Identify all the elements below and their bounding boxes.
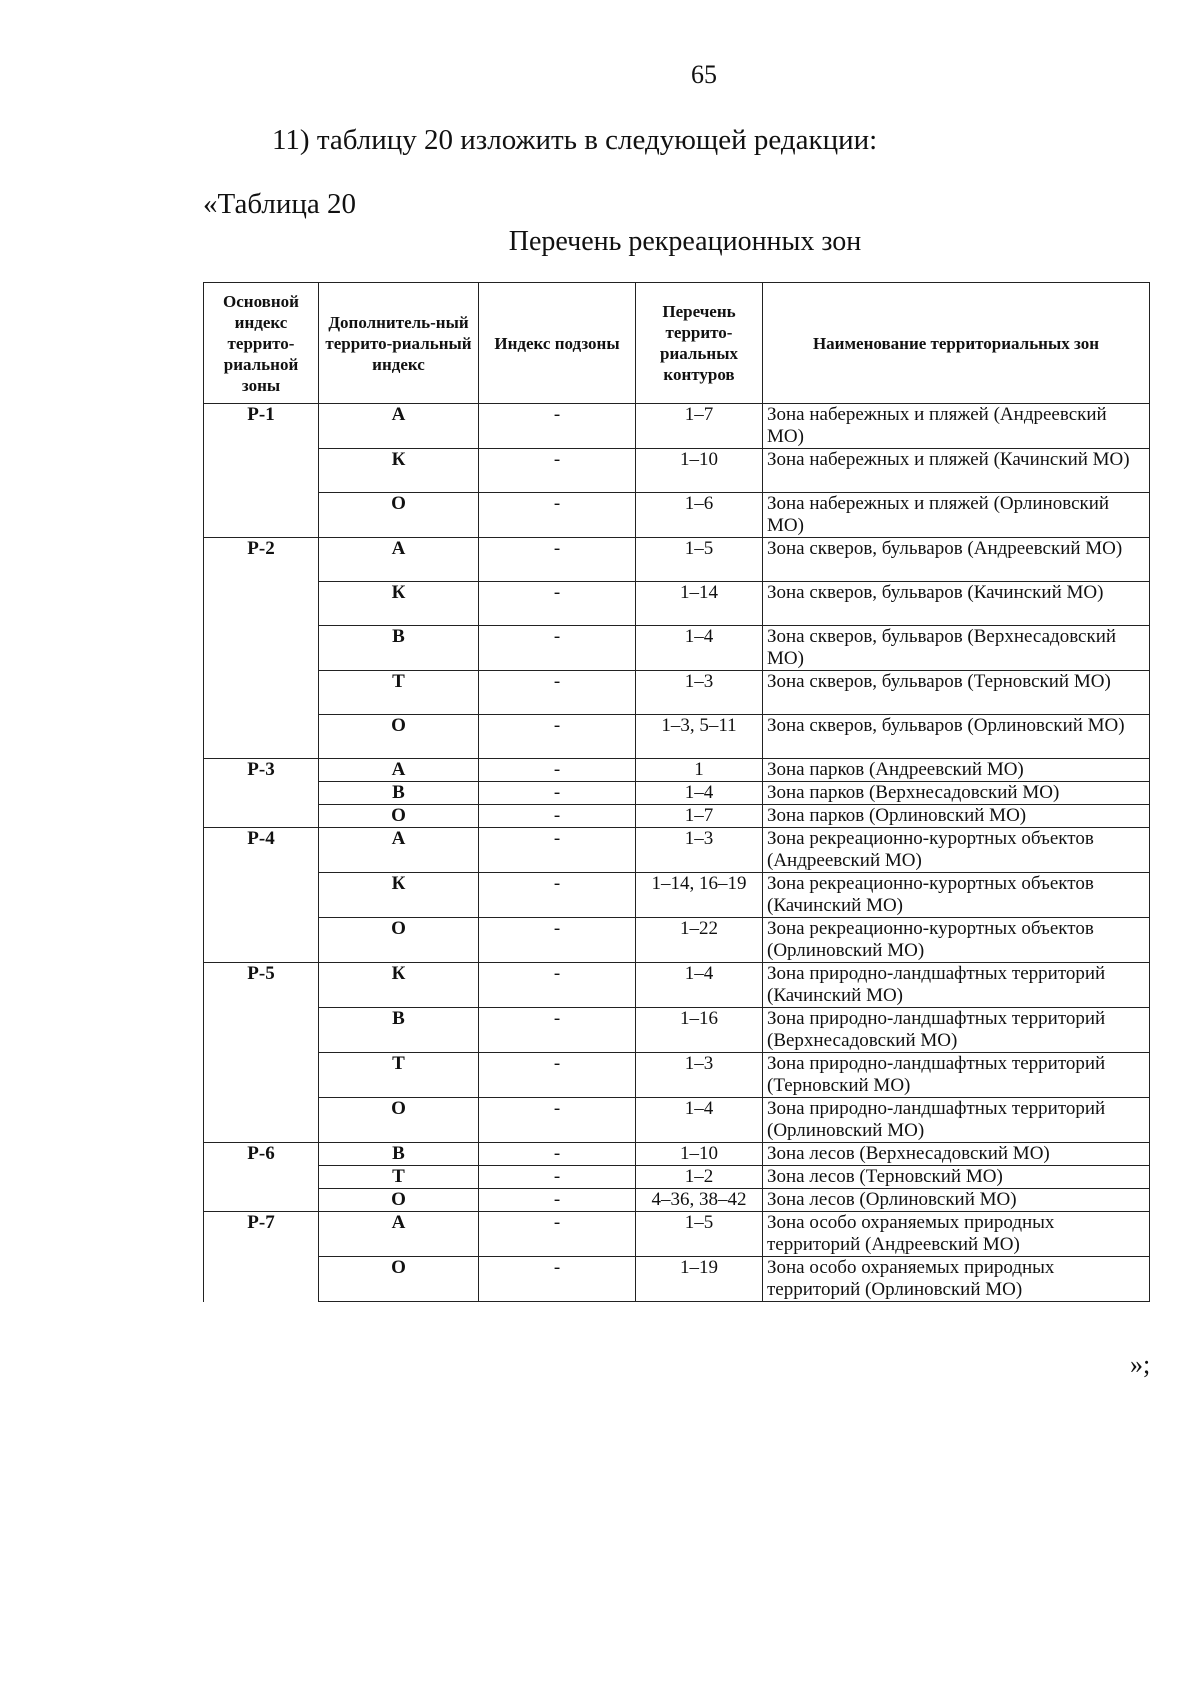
additional-index-cell: О [319,493,479,538]
table-row [204,404,1150,449]
table-row [204,538,1150,582]
table-row [204,671,1150,715]
contours-cell: 1–3 [636,828,763,873]
subzone-index-cell: - [479,1166,636,1189]
additional-index-cell: Т [319,1166,479,1189]
contours-cell: 1–5 [636,538,763,582]
table-row [204,1098,1150,1143]
subzone-index-cell: - [479,582,636,626]
contours-cell: 1–10 [636,449,763,493]
main-index-cell: Р-2 [204,538,319,582]
contours-cell: 1–5 [636,1212,763,1257]
additional-index-cell: В [319,626,479,671]
contours-cell: 4–36, 38–42 [636,1189,763,1212]
main-index-cell [204,1053,319,1098]
main-index-cell [204,671,319,715]
zone-name-cell: Зона набережных и пляжей (Качинский МО) [763,449,1150,493]
table-row [204,582,1150,626]
additional-index-cell: В [319,1008,479,1053]
contours-cell: 1–16 [636,1008,763,1053]
table-body [204,404,1150,1302]
main-index-cell: Р-4 [204,828,319,873]
contours-cell: 1–4 [636,963,763,1008]
additional-index-cell: Т [319,1053,479,1098]
header-main-index: Основной индекс террито-риальной зоны [204,283,319,404]
main-index-cell: Р-6 [204,1143,319,1166]
zone-name-cell: Зона набережных и пляжей (Андреевский МО) [763,404,1150,449]
zone-name-cell: Зона особо охраняемых природных территорий (Андреевский МО) [763,1212,1150,1257]
main-index-cell [204,1098,319,1143]
table-row [204,1189,1150,1212]
additional-index-cell: О [319,715,479,759]
zone-name-cell: Зона набережных и пляжей (Орлиновский МО) [763,493,1150,538]
additional-index-cell: О [319,1189,479,1212]
table-row [204,805,1150,828]
contours-cell: 1 [636,759,763,782]
page-number: 65 [691,60,717,89]
contours-cell: 1–4 [636,626,763,671]
main-index-cell [204,1257,319,1302]
table-row [204,1143,1150,1166]
table-row [204,963,1150,1008]
main-index-cell [204,582,319,626]
recreation-zones-table [203,282,1150,1302]
table-row [204,1166,1150,1189]
contours-cell: 1–4 [636,782,763,805]
main-index-cell: Р-1 [204,404,319,449]
additional-index-cell: А [319,1212,479,1257]
subzone-index-cell: - [479,759,636,782]
header-additional-index: Дополнитель-ный террито-риальный индекс [319,283,479,404]
zone-name-cell: Зона скверов, бульваров (Верхнесадовский МО) [763,626,1150,671]
table-row [204,1053,1150,1098]
zone-name-cell: Зона особо охраняемых природных территорий (Орлиновский МО) [763,1257,1150,1302]
subzone-index-cell: - [479,963,636,1008]
subzone-index-cell: - [479,918,636,963]
main-index-cell [204,1166,319,1189]
amendment-line: 11) таблицу 20 изложить в следующей редакции: [272,124,878,156]
contours-cell: 1–6 [636,493,763,538]
additional-index-cell: О [319,805,479,828]
zone-name-cell: Зона скверов, бульваров (Андреевский МО) [763,538,1150,582]
additional-index-cell: К [319,582,479,626]
main-index-cell: Р-5 [204,963,319,1008]
contours-cell: 1–22 [636,918,763,963]
main-index-cell: Р-3 [204,759,319,782]
contours-cell: 1–3 [636,671,763,715]
contours-cell: 1–3 [636,1053,763,1098]
subzone-index-cell: - [479,626,636,671]
subzone-index-cell: - [479,1053,636,1098]
closing-quote-mark: »; [1130,1350,1151,1379]
zone-name-cell: Зона природно-ландшафтных территорий (Верхнесадовский МО) [763,1008,1150,1053]
main-index-cell [204,918,319,963]
contours-cell: 1–4 [636,1098,763,1143]
additional-index-cell: В [319,1143,479,1166]
additional-index-cell: А [319,828,479,873]
additional-index-cell: А [319,759,479,782]
main-index-cell [204,626,319,671]
main-index-cell [204,1008,319,1053]
contours-cell: 1–19 [636,1257,763,1302]
subzone-index-cell: - [479,828,636,873]
subzone-index-cell: - [479,538,636,582]
zone-name-cell: Зона парков (Орлиновский МО) [763,805,1150,828]
table-row [204,873,1150,918]
zone-name-cell: Зона природно-ландшафтных территорий (Терновский МО) [763,1053,1150,1098]
header-contours: Перечень террито-риальных контуров [636,283,763,404]
subzone-index-cell: - [479,1143,636,1166]
zone-name-cell: Зона лесов (Орлиновский МО) [763,1189,1150,1212]
table-row [204,828,1150,873]
table-row [204,493,1150,538]
main-index-cell: Р-7 [204,1212,319,1257]
main-index-cell [204,449,319,493]
contours-cell: 1–7 [636,404,763,449]
table-caption: «Таблица 20 [203,188,357,220]
additional-index-cell: А [319,538,479,582]
subzone-index-cell: - [479,449,636,493]
additional-index-cell: О [319,918,479,963]
main-index-cell [204,782,319,805]
main-index-cell [204,1189,319,1212]
table-row [204,1212,1150,1257]
contours-cell: 1–2 [636,1166,763,1189]
table-header-row [204,283,1150,404]
subzone-index-cell: - [479,493,636,538]
additional-index-cell: В [319,782,479,805]
zone-name-cell: Зона рекреационно-курортных объектов (Качинский МО) [763,873,1150,918]
zone-name-cell: Зона скверов, бульваров (Орлиновский МО) [763,715,1150,759]
zone-name-cell: Зона скверов, бульваров (Терновский МО) [763,671,1150,715]
subzone-index-cell: - [479,782,636,805]
contours-cell: 1–7 [636,805,763,828]
table-row [204,759,1150,782]
subzone-index-cell: - [479,1189,636,1212]
additional-index-cell: О [319,1257,479,1302]
subzone-index-cell: - [479,715,636,759]
additional-index-cell: А [319,404,479,449]
zone-name-cell: Зона рекреационно-курортных объектов (Орлиновский МО) [763,918,1150,963]
table-title: Перечень рекреационных зон [508,226,862,257]
zone-name-cell: Зона скверов, бульваров (Качинский МО) [763,582,1150,626]
main-index-cell [204,493,319,538]
subzone-index-cell: - [479,671,636,715]
subzone-index-cell: - [479,1098,636,1143]
zone-name-cell: Зона рекреационно-курортных объектов (Андреевский МО) [763,828,1150,873]
contours-cell: 1–3, 5–11 [636,715,763,759]
subzone-index-cell: - [479,1212,636,1257]
additional-index-cell: К [319,449,479,493]
zone-name-cell: Зона лесов (Терновский МО) [763,1166,1150,1189]
table-row [204,918,1150,963]
table-row [204,449,1150,493]
header-subzone-index: Индекс подзоны [479,283,636,404]
contours-cell: 1–14 [636,582,763,626]
subzone-index-cell: - [479,1257,636,1302]
table-row [204,626,1150,671]
zone-name-cell: Зона парков (Андреевский МО) [763,759,1150,782]
table-row [204,1008,1150,1053]
zone-name-cell: Зона парков (Верхнесадовский МО) [763,782,1150,805]
table-row [204,715,1150,759]
zone-name-cell: Зона лесов (Верхнесадовский МО) [763,1143,1150,1166]
main-index-cell [204,805,319,828]
contours-cell: 1–10 [636,1143,763,1166]
main-index-cell [204,715,319,759]
additional-index-cell: О [319,1098,479,1143]
additional-index-cell: К [319,963,479,1008]
additional-index-cell: Т [319,671,479,715]
main-index-cell [204,873,319,918]
table-row [204,782,1150,805]
subzone-index-cell: - [479,873,636,918]
subzone-index-cell: - [479,805,636,828]
subzone-index-cell: - [479,1008,636,1053]
zone-name-cell: Зона природно-ландшафтных территорий (Орлиновский МО) [763,1098,1150,1143]
header-zone-name: Наименование территориальных зон [763,283,1150,404]
subzone-index-cell: - [479,404,636,449]
zone-name-cell: Зона природно-ландшафтных территорий (Качинский МО) [763,963,1150,1008]
contours-cell: 1–14, 16–19 [636,873,763,918]
additional-index-cell: К [319,873,479,918]
table-row [204,1257,1150,1302]
